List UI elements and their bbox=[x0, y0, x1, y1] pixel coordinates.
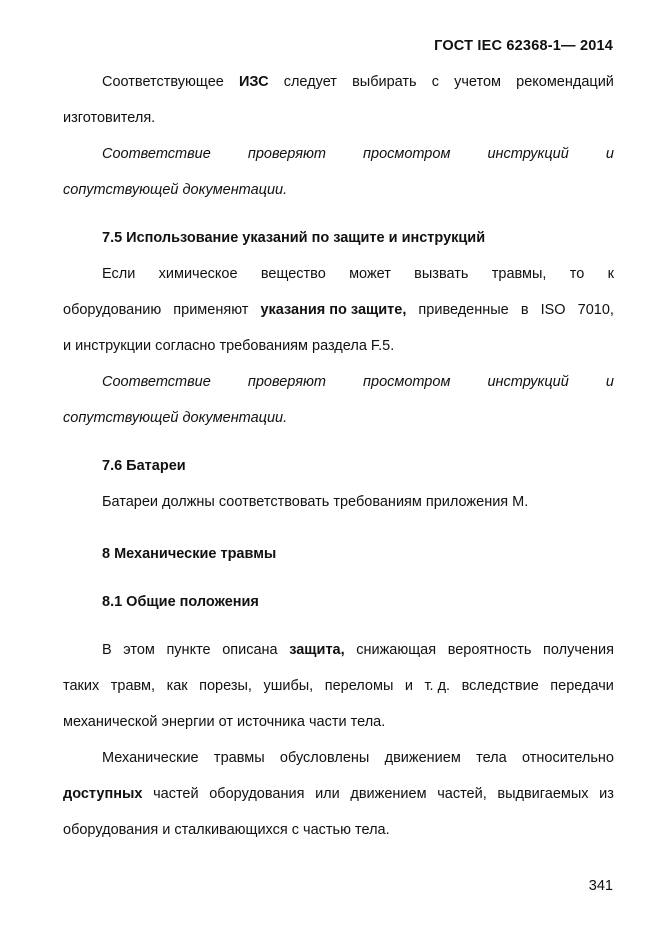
paragraph-6-line-3: механической энергии от источника части тела. bbox=[63, 714, 386, 730]
paragraph-1-line-2: изготовителя. bbox=[63, 110, 156, 126]
page-number: 341 bbox=[588, 878, 613, 894]
term-protection: защита, bbox=[289, 642, 345, 658]
section-7-6-heading: 7.6 Батареи bbox=[102, 458, 186, 474]
paragraph-6-line-2: таких травм, как порезы, ушибы, переломы и т. д. вследствие передачи bbox=[63, 678, 614, 694]
paragraph-7-line-2: доступных частей оборудования или движением частей, выдвигаемых из bbox=[63, 780, 614, 816]
document-body bbox=[63, 68, 614, 852]
page-header: ГОСТ IEC 62368-1― 2014 bbox=[434, 38, 613, 54]
term-safety-instructions: указания по защите, bbox=[260, 302, 407, 318]
paragraph-7-line-1: Механические травмы обусловлены движением тела относительно bbox=[102, 750, 614, 766]
term-izs: ИЗС bbox=[238, 74, 269, 90]
term-accessible: доступных bbox=[63, 786, 143, 802]
section-8-heading: 8 Механические травмы bbox=[102, 546, 277, 562]
paragraph-7-line-3: оборудования и сталкивающихся с частью тела. bbox=[63, 822, 390, 838]
section-7-5-heading: 7.5 Использование указаний по защите и инструкций bbox=[102, 230, 486, 246]
paragraph-6-line-1: В этом пункте описана защита, снижающая вероятность получения bbox=[63, 636, 614, 672]
section-8-1-heading: 8.1 Общие положения bbox=[102, 594, 259, 610]
paragraph-3-line-1: Если химическое вещество может вызвать травмы, то к bbox=[102, 266, 614, 282]
paragraph-5-line-1: Батареи должны соответствовать требованиям приложения М. bbox=[102, 494, 529, 510]
paragraph-3-line-2: оборудованию применяют указания по защите, приведенные в ISO 7010, bbox=[63, 302, 614, 318]
compliance-note-1-line-1: Соответствие проверяют просмотром инструкций и bbox=[102, 146, 614, 162]
compliance-note-2-line-2: сопутствующей документации. bbox=[63, 410, 288, 426]
paragraph-3-line-3: и инструкции согласно требованиям раздела F.5. bbox=[63, 338, 395, 354]
compliance-note-2-line-1: Соответствие проверяют просмотром инструкций и bbox=[102, 374, 614, 390]
paragraph-1-line-1: Соответствующее ИЗС следует выбирать с учетом рекомендаций bbox=[63, 68, 614, 104]
compliance-note-1-line-2: сопутствующей документации. bbox=[63, 182, 288, 198]
